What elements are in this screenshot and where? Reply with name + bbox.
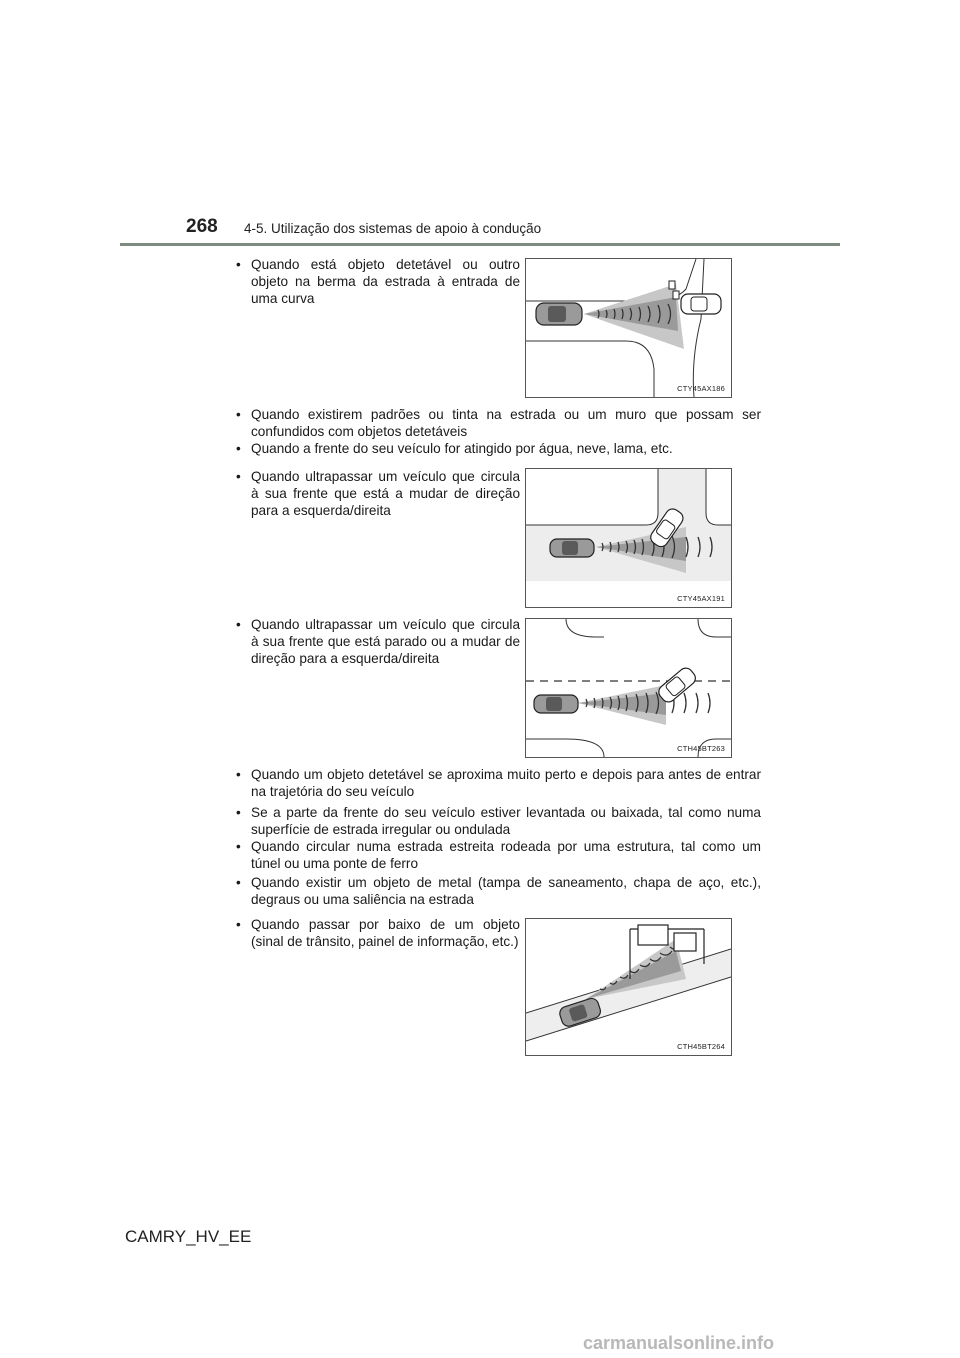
curve-illustration [526, 259, 731, 397]
bullet-item [236, 804, 761, 838]
figure-overhead-sign [525, 918, 732, 1056]
footer-model: CAMRY_HV_EE [125, 1227, 252, 1246]
bullet-item [236, 916, 520, 950]
own-vehicle [550, 539, 594, 557]
bullet-item [236, 766, 761, 800]
figure-code: CTY45AX186 [677, 384, 725, 393]
figure-code: CTH45BT263 [677, 744, 725, 753]
bullet-text: Quando circular numa estrada estreita rodeada por uma estrutura, tal como um túnel ou uma ponte de ferro [251, 839, 761, 871]
bullet-item [236, 616, 520, 667]
bullet-mark: • [236, 617, 241, 632]
lane-illustration [526, 619, 731, 757]
target-vehicle [681, 294, 721, 314]
bullet-text: Quando existirem padrões ou tinta na estrada ou um muro que possam ser confundidos com objetos detetáveis [251, 407, 761, 439]
bullet-item [236, 440, 761, 457]
own-vehicle [534, 695, 578, 713]
figure-code: CTH45BT264 [677, 1042, 725, 1051]
figure-curve-roadside-object [525, 258, 732, 398]
header-rule [120, 243, 840, 246]
overhead-sign-illustration [526, 919, 731, 1055]
bullet-mark: • [236, 441, 241, 456]
bullet-text: Quando está objeto detetável ou outro objeto na berma da estrada à entrada de uma curva [251, 257, 520, 306]
bullet-mark: • [236, 839, 241, 854]
bullet-item [236, 256, 520, 307]
bullet-text: Quando ultrapassar um veículo que circula à sua frente que está a mudar de direção para a esquerda/direita [251, 469, 520, 518]
bullet-item [236, 468, 520, 519]
figure-stopped-vehicle [525, 618, 732, 758]
bullet-text: Quando a frente do seu veículo for atingido por água, neve, lama, etc. [251, 441, 673, 456]
page-number: 268 [186, 216, 218, 237]
bullet-mark: • [236, 767, 241, 782]
bullet-text: Quando existir um objeto de metal (tampa de saneamento, chapa de aço, etc.), degraus ou uma saliência na estrada [251, 875, 761, 907]
stopped-vehicle [656, 665, 698, 705]
bullet-mark: • [236, 805, 241, 820]
bullet-mark: • [236, 257, 241, 272]
bullet-mark: • [236, 407, 241, 422]
bullet-mark: • [236, 875, 241, 890]
figure-turning-vehicle [525, 468, 732, 608]
bullet-mark: • [236, 469, 241, 484]
bullet-mark: • [236, 917, 241, 932]
bullet-item [236, 838, 761, 872]
bullet-text: Quando ultrapassar um veículo que circula à sua frente que está parado ou a mudar de direção para a esquerda/direita [251, 617, 520, 666]
bullet-text: Quando um objeto detetável se aproxima muito perto e depois para antes de entrar na trajetória do seu veículo [251, 767, 761, 799]
watermark: carmanualsonline.info [583, 1333, 775, 1353]
section-title: 4-5. Utilização dos sistemas de apoio à condução [244, 221, 542, 236]
intersection-illustration [526, 469, 731, 607]
bullet-item [236, 406, 761, 440]
bullet-text: Quando passar por baixo de um objeto (sinal de trânsito, painel de informação, etc.) [251, 917, 520, 949]
own-vehicle [536, 303, 582, 325]
bullet-item [236, 874, 761, 908]
bullet-text: Se a parte da frente do seu veículo estiver levantada ou baixada, tal como numa superfície de estrada irregular ou ondulada [251, 805, 761, 837]
figure-code: CTY45AX191 [677, 594, 725, 603]
